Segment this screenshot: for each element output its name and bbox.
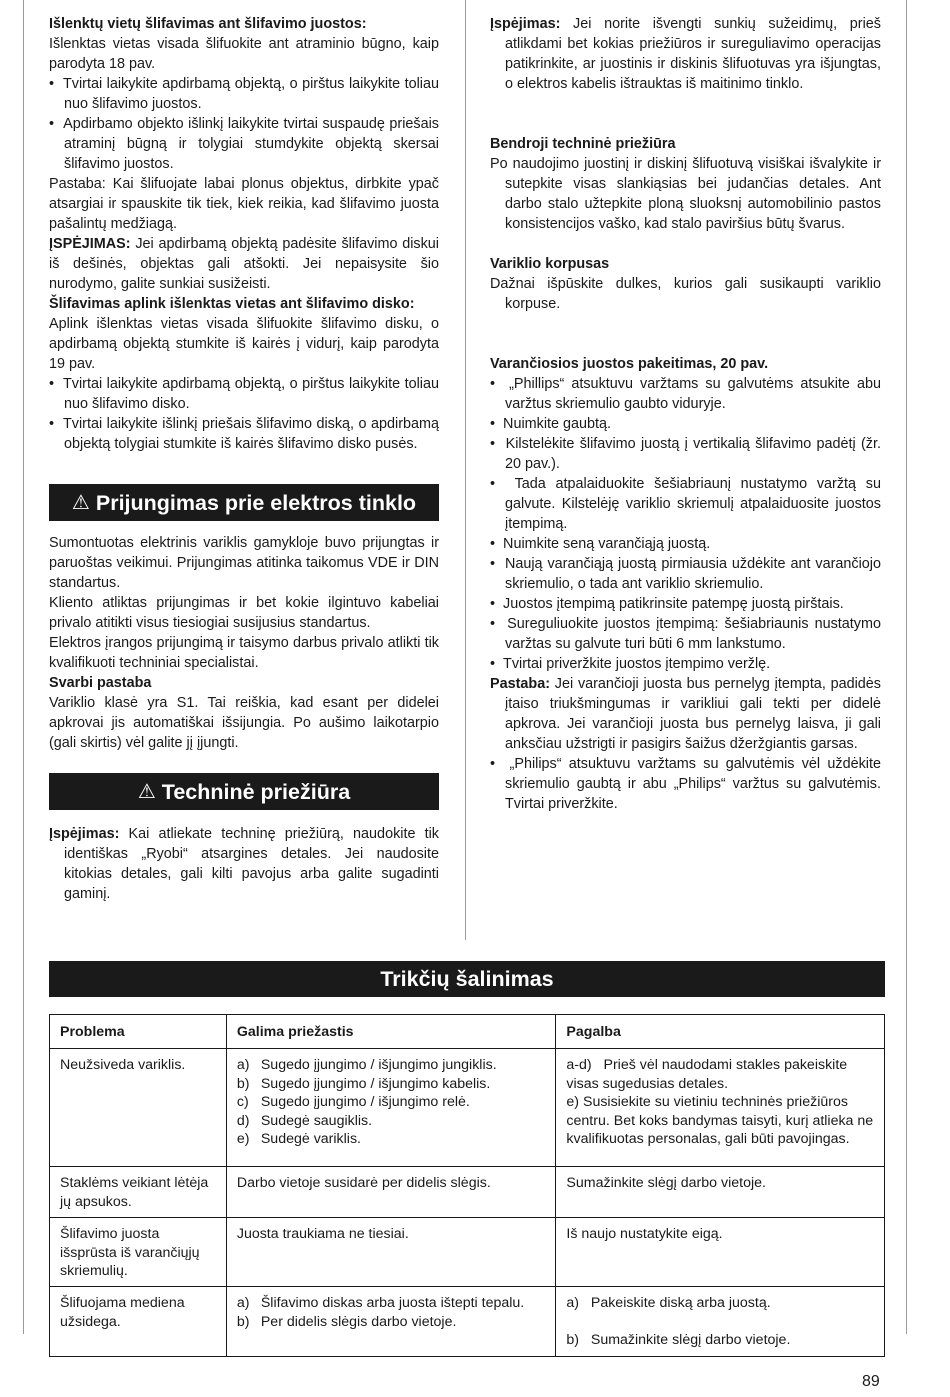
- column-header-cause: Galima priežastis: [226, 1015, 556, 1049]
- drive-belt-step: • Tada atpalaiduokite šešiabriaunį nustatymo varžtą su galvute. Kilstelėję variklio skriemulį atpalaiduosite juostos įtempimą.: [490, 476, 881, 532]
- important-note-title: Svarbi pastaba: [49, 675, 152, 691]
- maintenance-warning: Įspėjimas: Kai atliekate techninę priežiūrą, naudokite tik identiškas „Ryobi“ atsargines detales. Jei naudosite kitokias detales, gali kilti pavojus arba galite sugadinti gaminį.: [49, 826, 439, 902]
- sanding-ends-text: Išlenktas vietas visada šlifuokite ant atraminio būgno, kaip parodyta 18 pav.: [49, 36, 439, 72]
- sanding-ends-warning: ĮSPĖJIMAS: Jei apdirbamą objektą padėsite šlifavimo diskui iš dešinės, objektas gali atšokti. Jei nepaisysite šio nurodymo, galite sunkiai susižeisti.: [49, 236, 439, 292]
- remedy-item: a) Pakeiskite diską arba juostą.: [566, 1295, 771, 1312]
- problem-cell: Neužsiveda variklis.: [50, 1049, 227, 1167]
- general-maintenance-title: Bendroji techninė priežiūra: [490, 136, 676, 152]
- sanding-ends-bullet: • Tvirtai laikykite apdirbamą objektą, o pirštus laikykite toliau nuo šlifavimo juostos.: [49, 76, 439, 112]
- remedy-item: e) Susisiekite su vietiniu techninės priežiūros centru. Bet koks bandymas taisyti, kurį atlieka ne kvalifikuotas personalas, gali būti pavojingas.: [566, 1094, 874, 1148]
- motor-housing-text: Dažnai išpūskite dulkes, kurios gali susikaupti variklio korpuse.: [490, 276, 881, 312]
- electrical-paragraph: Elektros įrangos prijungimą ir taisymo darbus privalo atlikti tik kvalifikuoti techniniai specialistai.: [49, 635, 439, 671]
- cause-item: a) Sugedo įjungimo / išjungimo jungiklis.: [236, 1057, 497, 1074]
- cause-item: c) Sugedo įjungimo / išjungimo relė.: [236, 1094, 470, 1111]
- sanding-disc-text: Aplink išlenktas vietas visada šlifuokite šlifavimo disku, o apdirbamą objektą stumkite iš kairės į vidurį, kaip parodyta 19 pav.: [49, 316, 439, 372]
- drive-belt-step: • Tvirtai priveržkite juostos įtempimo veržlę.: [490, 656, 771, 672]
- troubleshooting-banner: Trikčių šalinimas: [49, 961, 885, 997]
- sanding-ends-bullet: • Apdirbamo objekto išlinkį laikykite tvirtai suspaudę priešais atraminį būgną ir tolygiai stumdykite objektą skersai šlifavimo juostos.: [49, 116, 439, 172]
- cause-item: b) Per didelis slėgis darbo vietoje.: [236, 1313, 457, 1330]
- drive-belt-step: • Nuimkite gaubtą.: [490, 416, 612, 432]
- column-header-problem: Problema: [50, 1015, 227, 1049]
- table-header-row: [50, 1015, 885, 1049]
- maintenance-title: Techninė priežiūra: [161, 779, 351, 804]
- remedy-cell: Sumažinkite slėgį darbo vietoje.: [556, 1167, 885, 1218]
- warning-triangle-icon: ⚠: [137, 780, 156, 803]
- remedy-cell: Iš naujo nustatykite eigą.: [556, 1218, 885, 1287]
- problem-cell: Šlifavimo juosta išsprūsta iš varančiųjų skriemulių.: [50, 1218, 227, 1287]
- drive-belt-note: Pastaba: Jei varančioji juosta bus pernelyg įtempta, padidės įtaiso triukšmingumas ir varikliui gali tekti per didelė apkrova. Jei varančioji juosta bus pernelyg laisva, ji gali anksčiau užstrigti ir pasigirs šaižus džeržgiantis garsas.: [490, 676, 881, 752]
- drive-belt-step: • Juostos įtempimą patikrinsite patempę juostą pirštais.: [490, 596, 844, 612]
- cause-cell: [226, 1049, 556, 1167]
- important-note-text: Variklio klasė yra S1. Tai reiškia, kad esant per didelei apkrovai jis automatiškai išsijungia. Po aušimo laikotarpio (gali skirtis) vėl galite jį įjungti.: [49, 695, 439, 751]
- sanding-disc-bullet: • Tvirtai laikykite apdirbamą objektą, o pirštus laikykite toliau nuo šlifavimo disko.: [49, 376, 439, 412]
- column-divider-rule: [465, 0, 466, 940]
- drive-belt-step: • Sureguliuokite juostos įtempimą: šešiabriaunis nustatymo varžtas su galvute turi būti 6 mm lankstumo.: [490, 616, 881, 652]
- page-number: 89: [862, 1373, 880, 1390]
- drive-belt-step: • Nuimkite seną varančiąją juostą.: [490, 536, 711, 552]
- right-column: [490, 14, 881, 814]
- problem-cell: Šlifuojama mediena užsidega.: [50, 1287, 227, 1357]
- drive-belt-step: • „Philips“ atsuktuvu varžtams su galvutėmis vėl uždėkite skriemulio gaubtą ir abu „Philips“ varžtus su galvutėmis. Tvirtai priveržkite.: [490, 756, 881, 812]
- sanding-ends-title: Išlenktų vietų šlifavimas ant šlifavimo juostos:: [49, 16, 367, 32]
- problem-cell: Staklėms veikiant lėtėja jų apsukos.: [50, 1167, 227, 1218]
- drive-belt-step: • Naują varančiąją juostą pirmiausia uždėkite ant varančiojo skriemulio, o tada ant variklio skriemulio.: [490, 556, 881, 592]
- electrical-connection-banner: [49, 484, 439, 521]
- motor-housing-title: Variklio korpusas: [490, 256, 610, 272]
- sanding-disc-bullet: • Tvirtai laikykite išlinkį priešais šlifavimo diską, o apdirbamą objektą tolygiai stumkite iš kairės šlifavimo disko pusės.: [49, 416, 439, 452]
- drive-belt-step: • Kilstelėkite šlifavimo juostą į vertikalią šlifavimo padėtį (žr. 20 pav.).: [490, 436, 881, 472]
- maintenance-safety-warning: Įspėjimas: Jei norite išvengti sunkių sužeidimų, prieš atlikdami bet kokias priežiūros ir sureguliavimo operacijas patikrinkite, ar juostinis ir diskinis šlifuotuvas yra išjungtas, o elektros kabelis ištrauktas iš maitinimo tinklo.: [490, 16, 881, 92]
- troubleshooting-table: [49, 1014, 885, 1357]
- remedy-item: a-d) Prieš vėl naudodami stakles pakeiskite visas sugedusias detales.: [566, 1057, 852, 1092]
- sanding-ends-note: Pastaba: Kai šlifuojate labai plonus objektus, dirbkite ypač atsargiai ir spauskite tik tiek, kiek reikia, kad šlifavimo juosta pašalintų medžiagą.: [49, 176, 439, 232]
- cause-item: e) Sudegė variklis.: [236, 1131, 361, 1148]
- right-margin-rule: [906, 0, 907, 1334]
- left-column: [49, 14, 439, 904]
- cause-cell: Juosta traukiama ne tiesiai.: [226, 1218, 556, 1287]
- maintenance-banner: [49, 773, 439, 810]
- drive-belt-step: • „Phillips“ atsuktuvu varžtams su galvutėms atsukite abu varžtus skriemulio gaubto viduryje.: [490, 376, 881, 412]
- cause-item: d) Sudegė saugiklis.: [236, 1112, 373, 1129]
- left-margin-rule: [23, 0, 24, 1334]
- cause-item: a) Šlifavimo diskas arba juosta ištepti tepalu.: [236, 1295, 525, 1312]
- electrical-paragraph: Kliento atliktas prijungimas ir bet kokie ilgintuvo kabeliai privalo atitikti visus tiesiogiai susijusius standartus.: [49, 595, 439, 631]
- cause-item: b) Sugedo įjungimo / išjungimo kabelis.: [236, 1075, 491, 1092]
- electrical-connection-title: Prijungimas prie elektros tinklo: [95, 490, 417, 515]
- remedy-cell: [556, 1049, 885, 1167]
- cause-cell: Darbo vietoje susidarė per didelis slėgis.: [226, 1167, 556, 1218]
- remedy-item: b) Sumažinkite slėgį darbo vietoje.: [566, 1331, 791, 1348]
- table-row: [50, 1049, 885, 1167]
- warning-triangle-icon: ⚠: [71, 491, 90, 514]
- sanding-disc-title: Šlifavimas aplink išlenktas vietas ant šlifavimo disko:: [49, 296, 415, 312]
- table-row: [50, 1167, 885, 1218]
- electrical-paragraph: Sumontuotas elektrinis variklis gamykloje buvo prijungtas ir paruoštas veikimui. Prijungimas atitinka taikomus VDE ir DIN standartus.: [49, 535, 439, 591]
- drive-belt-title: Varančiosios juostos pakeitimas, 20 pav.: [490, 356, 769, 372]
- column-header-remedy: Pagalba: [556, 1015, 885, 1049]
- general-maintenance-text: Po naudojimo juostinį ir diskinį šlifuotuvą visiškai išvalykite ir sutepkite visas slankiąsias bei judančias detales. Ant darbo stalo užtepkite ploną sluoksnį automobilinio pastos konsistencijos vaško, kad stalo paviršius būtų švarus.: [490, 156, 881, 232]
- table-row: [50, 1218, 885, 1287]
- remedy-cell: [556, 1287, 885, 1357]
- cause-cell: [226, 1287, 556, 1357]
- table-row: [50, 1287, 885, 1357]
